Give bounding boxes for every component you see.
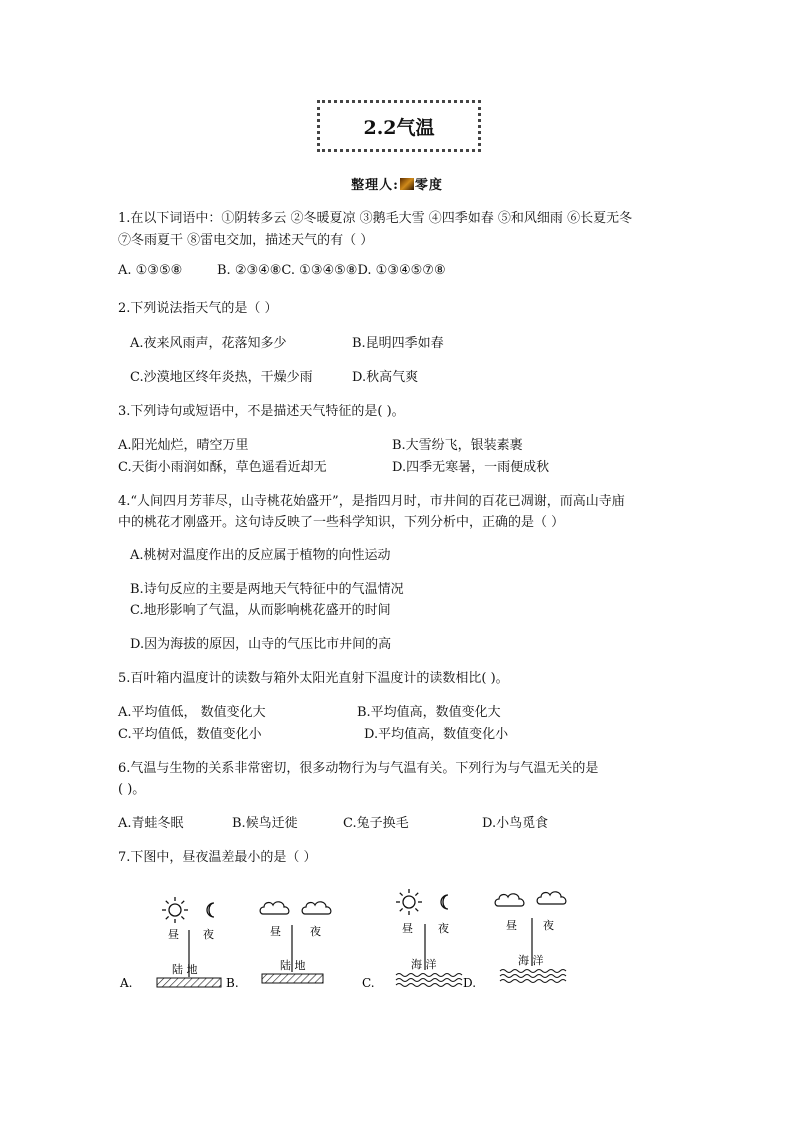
cloud-icon xyxy=(260,902,289,914)
fig-a-day-label: 昼 xyxy=(168,928,179,941)
q3-stem: 3.下列诗句或短语中，不是描述天气特征的是( )。 xyxy=(118,404,405,419)
q3-option-b: B.大雪纷飞，银装素裹 xyxy=(392,438,523,453)
fig-b-day-label: 昼 xyxy=(270,925,281,938)
q3-option-d: D.四季无寒暑，一雨便成秋 xyxy=(392,460,550,475)
fig-a-night-label: 夜 xyxy=(203,928,214,941)
q2-option-c: C.沙漠地区终年炎热，干燥少雨 xyxy=(130,370,313,385)
q1-stem-line1: 1.在以下词语中：①阴转多云 ②冬暖夏凉 ③鹅毛大雪 ④四季如春 ⑤和风细雨 ⑥长夏无冬 xyxy=(118,211,633,226)
page-title: 2.2气温 xyxy=(363,116,435,139)
fig-option-c: C. xyxy=(362,976,375,990)
figure-a xyxy=(119,897,221,990)
cloud-icon xyxy=(302,902,331,914)
q3-option-a: A.阳光灿烂，晴空万里 xyxy=(118,438,249,453)
q6-option-b: B.候鸟迁徙 xyxy=(232,816,298,831)
q6-stem-line1: 6.气温与生物的关系非常密切，很多动物行为与气温有关。下列行为与气温无关的是 xyxy=(118,761,599,776)
q6-option-c: C.兔子换毛 xyxy=(343,816,409,831)
fig-d-day-label: 昼 xyxy=(506,919,517,932)
q4-stem-line1: 4.“人间四月芳菲尽，山寺桃花始盛开”，是指四月时，市井间的百花已凋谢，而高山寺庙 xyxy=(118,494,625,509)
q5-option-d: D.平均值高，数值变化小 xyxy=(364,727,509,742)
q1-stem-line2: ⑦冬雨夏干 ⑧雷电交加，描述天气的有（ ） xyxy=(118,233,374,248)
q5-option-b: B.平均值高，数值变化大 xyxy=(357,705,501,720)
q2-option-a: A.夜来风雨声，花落知多少 xyxy=(130,336,287,351)
q2-option-b: B.昆明四季如春 xyxy=(352,336,444,351)
author-name: 零度 xyxy=(414,178,443,193)
q5-option-a: A.平均值低， 数值变化大 xyxy=(118,705,266,720)
figure-d xyxy=(463,892,566,990)
q4-option-d: D.因为海拔的原因，山寺的气压比市井间的高 xyxy=(130,637,392,652)
fig-a-ground-label: 陆 地 xyxy=(172,963,198,976)
q4-stem-line2: 中的桃花才刚盛开。这句诗反映了一些科学知识，下列分析中，正确的是（ ） xyxy=(118,515,565,530)
sun-icon xyxy=(162,897,188,923)
q5-stem: 5.百叶箱内温度计的读数与箱外太阳光直射下温度计的读数相比( )。 xyxy=(118,671,509,686)
cloud-icon xyxy=(537,892,566,904)
fig-b-ground-label: 陆 地 xyxy=(280,959,306,972)
sun-icon xyxy=(396,889,422,915)
q6-option-a: A.青蛙冬眠 xyxy=(118,816,184,831)
moon-icon xyxy=(441,895,448,909)
fig-d-night-label: 夜 xyxy=(543,919,554,932)
fig-c-ground-label: 海 洋 xyxy=(411,958,437,971)
q1-option-bcd: B. ②③④⑧C. ①③④⑤⑧D. ①③④⑤⑦⑧ xyxy=(217,263,446,278)
figure-c xyxy=(362,889,462,990)
q4-option-c: C.地形影响了气温，从而影响桃花盛开的时间 xyxy=(130,603,391,618)
fig-d-ground-label: 海 洋 xyxy=(518,954,544,967)
fig-c-day-label: 昼 xyxy=(402,922,413,935)
q7-figure xyxy=(0,880,794,1000)
fig-c-night-label: 夜 xyxy=(438,922,449,935)
q4-option-b: B.诗句反应的主要是两地天气特征中的气温情况 xyxy=(130,582,404,597)
fig-option-d: D. xyxy=(463,976,477,990)
title-box xyxy=(317,100,481,152)
author-avatar-icon xyxy=(400,178,414,190)
q7-stem: 7.下图中，昼夜温差最小的是（ ） xyxy=(118,850,317,865)
q6-option-d: D.小鸟觅食 xyxy=(482,816,549,831)
q2-option-d: D.秋高气爽 xyxy=(352,370,419,385)
q5-option-c: C.平均值低，数值变化小 xyxy=(118,727,262,742)
moon-icon xyxy=(207,903,214,917)
q6-stem-line2: ( )。 xyxy=(118,782,146,797)
q1-option-a: A. ①③⑤⑧ xyxy=(118,263,183,278)
fig-option-a: A. xyxy=(120,976,133,990)
q3-option-c: C.天街小雨润如酥，草色遥看近却无 xyxy=(118,460,327,475)
author-label: 整理人: xyxy=(351,178,399,193)
fig-option-b: B. xyxy=(226,976,239,990)
author-line xyxy=(0,174,794,193)
fig-b-night-label: 夜 xyxy=(310,925,321,938)
q2-stem: 2.下列说法指天气的是（ ） xyxy=(118,301,278,316)
figure-b xyxy=(226,902,331,990)
cloud-icon xyxy=(495,894,524,906)
q4-option-a: A.桃树对温度作出的反应属于植物的向性运动 xyxy=(130,548,391,563)
